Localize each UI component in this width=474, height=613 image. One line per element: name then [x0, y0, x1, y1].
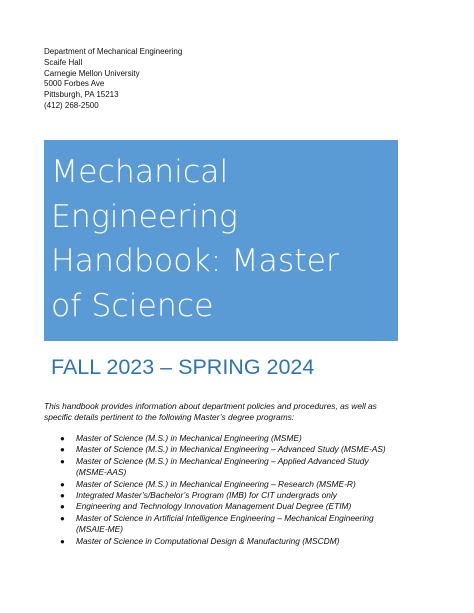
program-name: Engineering and Technology Innovation Management Dual Degree (ETIM): [76, 501, 352, 512]
bullet-icon: ●: [60, 502, 65, 512]
list-item: [60, 536, 400, 547]
program-name: Integrated Master’s/Bachelor’s Program (IMB) for CIT undergrads only: [76, 490, 337, 501]
program-name: Master of Science (M.S.) in Mechanical Engineering (MSME): [76, 433, 302, 443]
bullet-icon: ●: [60, 445, 65, 455]
list-item: [60, 501, 400, 512]
bullet-icon: ●: [60, 434, 65, 443]
bullet-icon: ●: [60, 513, 65, 523]
list-item: [60, 444, 400, 455]
list-item: [60, 433, 400, 444]
address-line: (412) 268-2500: [44, 100, 99, 110]
title-line: Engineering: [51, 198, 238, 235]
program-name: Master of Science (M.S.) in Mechanical Engineering – Advanced Study (MSME-AS): [76, 444, 386, 455]
title-line: Mechanical: [51, 154, 229, 190]
address-line: Carnegie Mellon University: [44, 68, 140, 78]
academic-term: FALL 2023 – SPRING 2024: [51, 355, 315, 379]
bullet-icon: ●: [60, 536, 65, 546]
title-line: of Science: [51, 287, 214, 324]
address-line: Pittsburgh, PA 15213: [44, 90, 119, 100]
program-name: Master of Science (M.S.) in Mechanical Engineering – Research (MSME-R): [76, 478, 356, 489]
title-line: Handbook: Master: [51, 243, 339, 279]
address-line: 5000 Forbes Ave: [44, 79, 105, 89]
list-item: [60, 479, 400, 490]
program-name: Master of Science in Artificial Intelligence Engineering – Mechanical Engineering (MSAIE-ME): [76, 512, 374, 535]
list-item: [60, 456, 400, 479]
program-list: [60, 433, 400, 547]
address-line: Department of Mechanical Engineering: [44, 47, 183, 56]
program-name: Master of Science (M.S.) in Mechanical Engineering – Applied Advanced Study (MSME-AAS): [76, 455, 369, 478]
list-item: [60, 490, 400, 501]
address-line: Scaife Hall: [44, 57, 83, 67]
department-address: [44, 47, 182, 112]
list-item: [60, 513, 400, 536]
bullet-icon: ●: [60, 479, 65, 489]
program-name: Master of Science in Computational Design & Manufacturing (MSCDM): [76, 535, 340, 546]
intro-paragraph: This handbook provides information about department policies and procedures, as well as specific details pertinent to the following Master’s degree programs:: [44, 401, 377, 423]
bullet-icon: ●: [60, 456, 65, 466]
title-banner: [44, 140, 398, 341]
bullet-icon: ●: [60, 491, 65, 501]
